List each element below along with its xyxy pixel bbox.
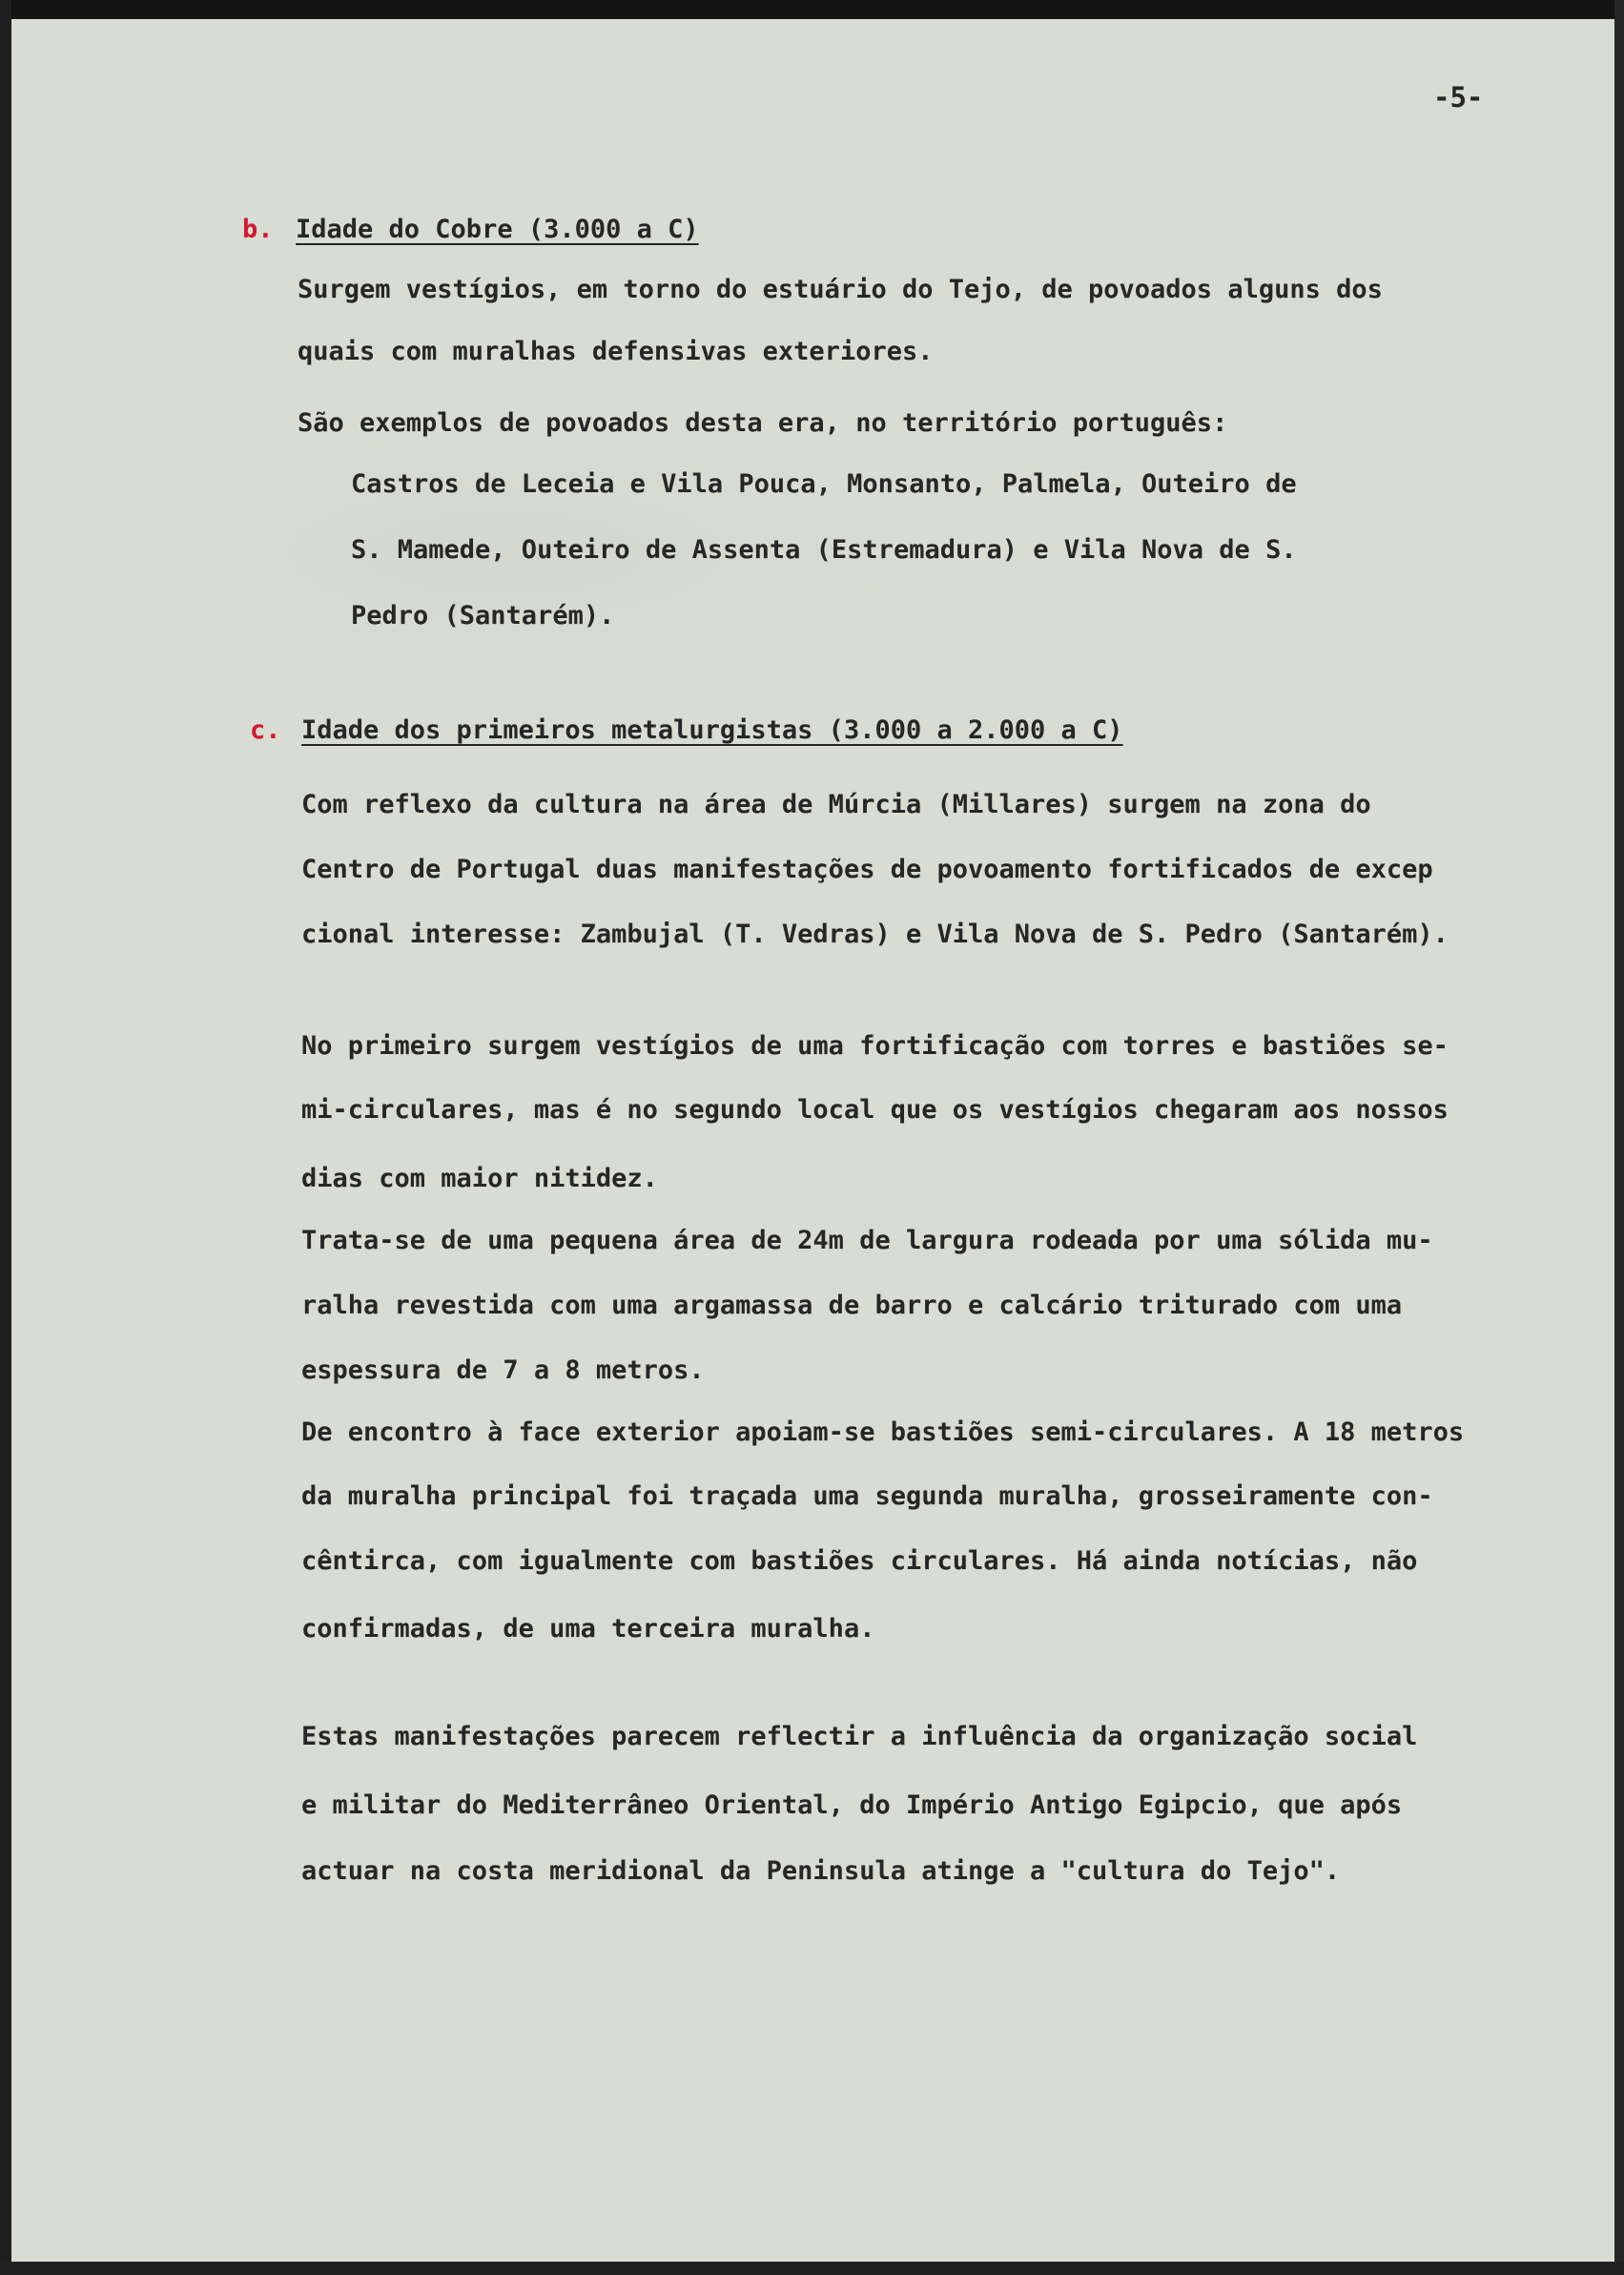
text-line: ralha revestida com uma argamassa de barro e calcário triturado com uma bbox=[301, 1291, 1403, 1320]
text-line: Pedro (Santarém). bbox=[351, 601, 615, 631]
section-b-marker: b. bbox=[242, 215, 274, 244]
text-line: De encontro à face exterior apoiam-se bastiões semi-circulares. A 18 metros bbox=[301, 1417, 1465, 1447]
text-line: quais com muralhas defensivas exteriores. bbox=[298, 337, 934, 366]
text-line: São exemplos de povoados desta era, no território português: bbox=[298, 408, 1228, 438]
text-line: espessura de 7 a 8 metros. bbox=[301, 1355, 705, 1385]
scan-border-left bbox=[0, 0, 11, 2275]
text-line: Trata-se de uma pequena área de 24m de largura rodeada por uma sólida mu- bbox=[301, 1226, 1433, 1255]
text-line: da muralha principal foi traçada uma segunda muralha, grosseiramente con- bbox=[301, 1481, 1433, 1511]
scan-border-bottom bbox=[0, 2262, 1624, 2275]
text-line: cêntirca, com igualmente com bastiões circulares. Há ainda notícias, não bbox=[301, 1546, 1418, 1576]
text-line: e militar do Mediterrâneo Oriental, do Império Antigo Egipcio, que após bbox=[301, 1790, 1403, 1820]
section-b-heading: Idade do Cobre (3.000 a C) bbox=[296, 215, 699, 244]
text-line: actuar na costa meridional da Peninsula atinge a "cultura do Tejo". bbox=[301, 1856, 1341, 1886]
text-line: cional interesse: Zambujal (T. Vedras) e Vila Nova de S. Pedro (Santarém). bbox=[301, 920, 1449, 949]
text-line: Castros de Leceia e Vila Pouca, Monsanto, Palmela, Outeiro de bbox=[351, 469, 1297, 499]
scan-border-top bbox=[0, 0, 1624, 19]
text-line: No primeiro surgem vestígios de uma fortificação com torres e bastiões se- bbox=[301, 1031, 1449, 1061]
section-c-heading: Idade dos primeiros metalurgistas (3.000 a 2.000 a C) bbox=[301, 715, 1123, 745]
page-number: -5- bbox=[1433, 81, 1484, 114]
text-line: Surgem vestígios, em torno do estuário do Tejo, de povoados alguns dos bbox=[298, 275, 1383, 304]
text-line: Estas manifestações parecem reflectir a influência da organização social bbox=[301, 1722, 1418, 1751]
text-line: confirmadas, de uma terceira muralha. bbox=[301, 1614, 875, 1644]
section-c-marker: c. bbox=[250, 715, 281, 745]
text-line: S. Mamede, Outeiro de Assenta (Estremadura) e Vila Nova de S. bbox=[351, 535, 1297, 565]
text-line: dias com maior nitidez. bbox=[301, 1164, 658, 1193]
text-line: Com reflexo da cultura na área de Múrcia (Millares) surgem na zona do bbox=[301, 790, 1371, 819]
scan-border-right bbox=[1614, 0, 1624, 2275]
text-line: mi-circulares, mas é no segundo local que os vestígios chegaram aos nossos bbox=[301, 1095, 1449, 1125]
text-line: Centro de Portugal duas manifestações de povoamento fortificados de excep bbox=[301, 855, 1433, 884]
